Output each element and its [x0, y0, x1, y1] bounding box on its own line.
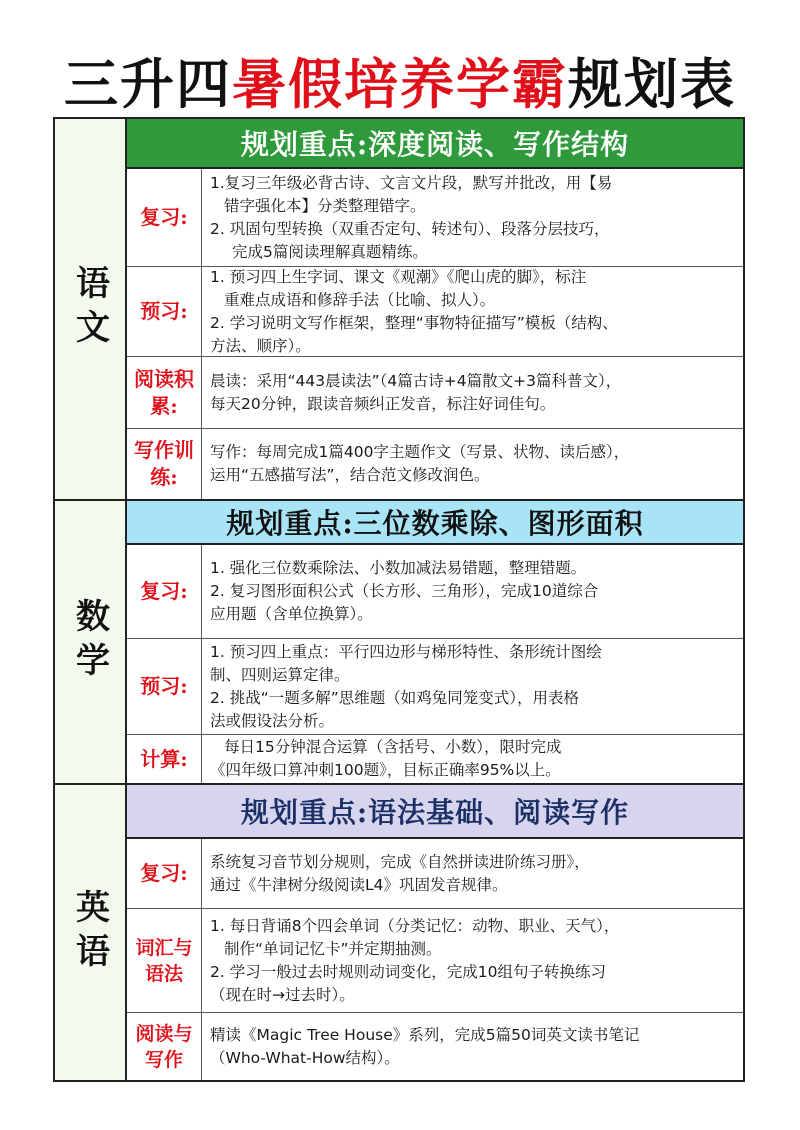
- content-line: 1. 每日背诵8个四会单词（分类记忆：动物、职业、天气），: [210, 916, 620, 935]
- content-line: 写作：每周完成1篇400字主题作文（写景、状物、读后感），: [210, 443, 630, 461]
- content-line: 方法、顺序）。: [210, 336, 311, 355]
- content-line: 2. 挑战“一题多解”思维题（如鸡兔同笼变式），用表格: [210, 688, 580, 707]
- row-shuxue-calc: [127, 735, 743, 785]
- content-line: 重难点成语和修辞手法（比喻、拟人）。: [224, 290, 496, 309]
- content-line: 2. 复习图形面积公式（长方形、三角形），完成10道综合: [210, 582, 599, 600]
- row-content: [202, 909, 743, 1012]
- row-label: 写作训练:: [127, 429, 202, 499]
- content-line: 应用题（含单位换算）。: [210, 605, 373, 623]
- subject-yuwen: [55, 119, 127, 501]
- row-label: 预习:: [127, 639, 202, 734]
- subject-english: [55, 785, 127, 1080]
- content-line: 精读《Magic Tree House》系列，完成5篇50词英文读书笔记: [210, 1025, 640, 1044]
- content-line: 每日15分钟混合运算（含括号、小数），限时完成: [224, 738, 562, 756]
- content-line: 2. 学习说明文写作框架，整理“事物特征描写”模板（结构、: [210, 313, 618, 332]
- content-line: 1. 强化三位数乘除法、小数加减法易错题，整理错题。: [210, 559, 587, 577]
- row-yuwen-reading: [127, 357, 743, 429]
- row-label: 阅读积累:: [127, 357, 202, 428]
- row-label: 计算:: [127, 735, 202, 783]
- content-line: 2. 巩固句型转换（双重否定句、转述句）、段落分层技巧，: [210, 219, 610, 238]
- title-part-2: 暑假培养学霸: [232, 52, 568, 116]
- row-english-vocab: [127, 909, 743, 1013]
- content-line: 通过《牛津树分级阅读L4》巩固发音规律。: [210, 875, 508, 894]
- row-content: [202, 839, 743, 908]
- row-content: [202, 267, 743, 356]
- content-line: 错字强化本】分类整理错字。: [224, 196, 426, 215]
- row-yuwen-review: [127, 169, 743, 267]
- content-line: 制作“单词记忆卡”并定期抽测。: [224, 939, 442, 958]
- row-content: [202, 735, 743, 783]
- subject-label: 语文: [69, 265, 110, 353]
- content-line: 1. 预习四上重点：平行四边形与梯形特性、条形统计图绘: [210, 642, 602, 661]
- content-line: 法或假设法分析。: [210, 711, 335, 730]
- content-line: 1.复习三年级必背古诗、文言文片段，默写并批改，用【易: [210, 173, 613, 192]
- plan-table: [53, 117, 745, 1082]
- content-line: 系统复习音节划分规则，完成《自然拼读进阶练习册》，: [210, 852, 590, 871]
- content-line: （Who-What-How结构）。: [210, 1048, 400, 1067]
- content-line: 运用“五感描写法”，结合范文修改润色。: [210, 466, 490, 484]
- row-english-review: [127, 839, 743, 909]
- page-title: [0, 52, 800, 116]
- content-line: 完成5篇阅读理解真题精练。: [232, 242, 428, 261]
- row-content: [202, 545, 743, 638]
- subject-label: 数学: [69, 598, 110, 686]
- content-line: （现在时→过去时）。: [210, 985, 355, 1004]
- row-content: [202, 639, 743, 734]
- banner-english: 规划重点:语法基础、阅读写作: [127, 785, 743, 839]
- row-shuxue-preview: [127, 639, 743, 735]
- row-content: [202, 429, 743, 499]
- row-shuxue-review: [127, 545, 743, 639]
- row-english-reading: [127, 1013, 743, 1080]
- content-line: 2. 学习一般过去时规则动词变化，完成10组句子转换练习: [210, 962, 606, 981]
- row-content: [202, 169, 743, 266]
- title-part-3: 规划表: [568, 52, 736, 116]
- row-yuwen-writing: [127, 429, 743, 501]
- subject-label: 英语: [69, 888, 110, 977]
- content-line: 每天20分钟，跟读音频纠正发音，标注好词佳句。: [210, 394, 556, 413]
- content-line: 《四年级口算冲刺100题》，目标正确率95%以上。: [210, 761, 561, 779]
- banner-shuxue: 规划重点:三位数乘除、图形面积: [127, 501, 743, 545]
- subject-shuxue: [55, 501, 127, 785]
- content-line: 制、四则运算定律。: [210, 665, 350, 684]
- row-label: 词汇与语法: [127, 909, 202, 1012]
- row-label: 复习:: [127, 545, 202, 638]
- row-content: [202, 1013, 743, 1080]
- row-label: 复习:: [127, 839, 202, 908]
- row-label: 复习:: [127, 169, 202, 266]
- row-yuwen-preview: [127, 267, 743, 357]
- content-line: 晨读：采用“443晨读法”（4篇古诗+4篇散文+3篇科普文），: [210, 371, 622, 390]
- content-line: 1. 预习四上生字词、课文《观潮》《爬山虎的脚》，标注: [210, 267, 587, 286]
- title-part-1: 三升四: [64, 52, 232, 116]
- row-label: 阅读与写作: [127, 1013, 202, 1080]
- row-content: [202, 357, 743, 428]
- row-label: 预习:: [127, 267, 202, 356]
- banner-yuwen: 规划重点:深度阅读、写作结构: [127, 119, 743, 169]
